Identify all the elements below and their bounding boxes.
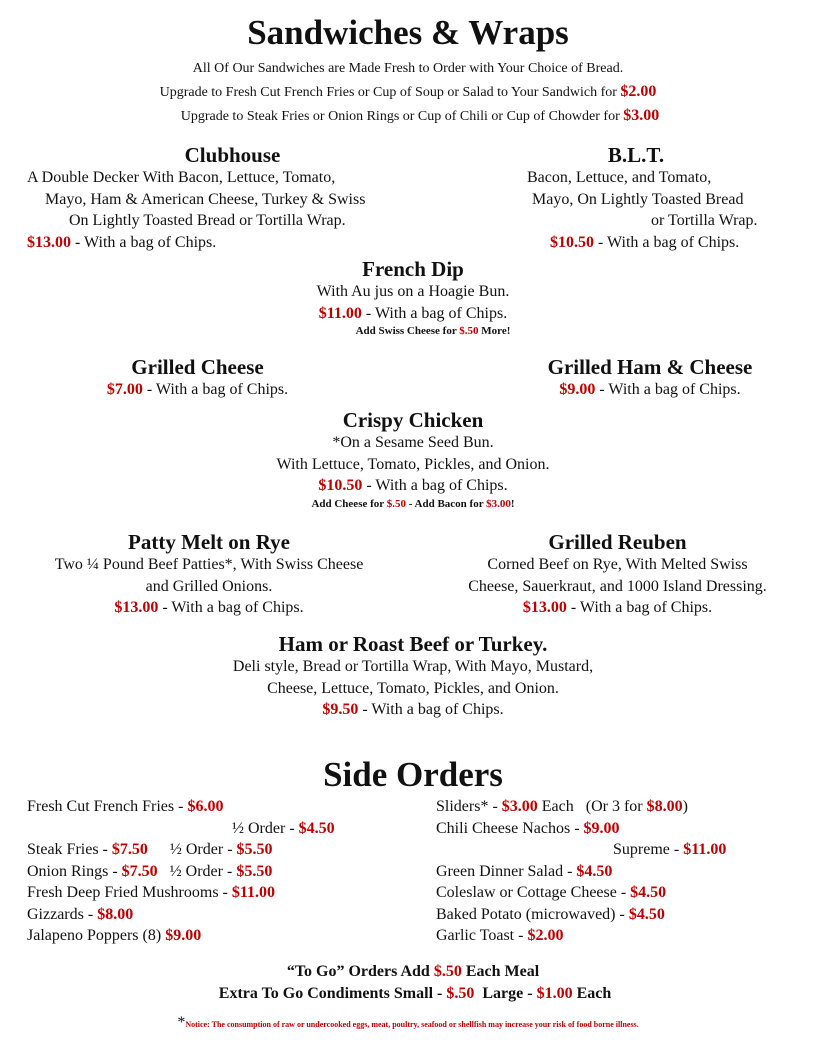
side-item: Chili Cheese Nachos - $9.00 bbox=[436, 819, 620, 837]
item-desc: Cheese, Sauerkraut, and 1000 Island Dressing. bbox=[468, 577, 767, 595]
item-name: Grilled Cheese bbox=[131, 355, 264, 379]
page-title: Sandwiches & Wraps bbox=[247, 13, 569, 52]
side-item: Baked Potato (microwaved) - $4.50 bbox=[436, 905, 665, 923]
item-desc: Deli style, Bread or Tortilla Wrap, With Mayo, Mustard, bbox=[232, 658, 594, 675]
item-price: $13.00 bbox=[114, 599, 159, 616]
item-price-line: $7.00 - With a bag of Chips. bbox=[106, 381, 289, 398]
item-price-line: $9.00 - With a bag of Chips. bbox=[559, 381, 741, 398]
item-price: $13.00 bbox=[27, 233, 71, 251]
menu-item-grilled-cheese bbox=[40, 355, 355, 401]
togo-line-1: “To Go” Orders Add $.50 Each Meal bbox=[286, 963, 540, 980]
side-item-supreme: Supreme - $11.00 bbox=[613, 841, 727, 858]
item-desc: With Lettuce, Tomato, Pickles, and Onion. bbox=[276, 455, 550, 473]
side-item: Garlic Toast - $2.00 bbox=[436, 927, 564, 944]
intro-line-1: All Of Our Sandwiches are Made Fresh to Order with Your Choice of Bread. bbox=[192, 61, 624, 76]
sides-right-column bbox=[436, 796, 806, 947]
item-desc: Mayo, On Lightly Toasted Bread bbox=[532, 190, 744, 208]
item-price: $9.00 bbox=[559, 381, 596, 398]
item-price-line: $10.50 - With a bag of Chips. bbox=[318, 477, 508, 494]
item-desc: or Tortilla Wrap. bbox=[651, 212, 758, 229]
item-desc: and Grilled Onions. bbox=[145, 577, 273, 595]
item-addon: Add Cheese for $.50 - Add Bacon for $3.00! bbox=[311, 497, 515, 510]
food-safety-notice: *Notice: The consumption of raw or undercooked eggs, meat, poultry, seafood or shellfish may increase your risk of food borne illness. bbox=[177, 1014, 639, 1031]
side-item: Gizzards - $8.00 bbox=[27, 905, 134, 923]
item-desc: Two ¼ Pound Beef Patties*, With Swiss Cheese bbox=[54, 556, 364, 573]
side-item: Green Dinner Salad - $4.50 bbox=[436, 862, 613, 880]
item-name: Grilled Ham & Cheese bbox=[547, 355, 753, 379]
item-name: French Dip bbox=[362, 257, 464, 281]
item-name: Ham or Roast Beef or Turkey. bbox=[278, 632, 548, 656]
item-desc: Bacon, Lettuce, and Tomato, bbox=[527, 169, 712, 186]
item-desc: On Lightly Toasted Bread or Tortilla Wrap. bbox=[69, 212, 346, 229]
item-price: $11.00 bbox=[318, 304, 362, 322]
item-desc: Cheese, Lettuce, Tomato, Pickles, and Onion. bbox=[267, 679, 559, 697]
item-desc: Corned Beef on Rye, With Melted Swiss bbox=[487, 556, 748, 573]
intro-line-2: Upgrade to Fresh Cut French Fries or Cup of Soup or Salad to Your Sandwich for $2.00 bbox=[159, 83, 657, 100]
item-price-line: $11.00 - With a bag of Chips. bbox=[318, 304, 508, 322]
togo-line-2: Extra To Go Condiments Small - $.50 Large - $1.00 Each bbox=[218, 985, 612, 1002]
upgrade-price-2: $3.00 bbox=[623, 107, 660, 124]
item-name: Clubhouse bbox=[184, 143, 281, 167]
side-item: Jalapeno Poppers (8) $9.00 bbox=[27, 927, 202, 944]
item-price-line: $13.00 - With a bag of Chips. bbox=[114, 599, 304, 616]
item-name: Grilled Reuben bbox=[548, 530, 687, 554]
side-item: Fresh Cut French Fries - $6.00 bbox=[27, 798, 224, 815]
menu-item-french-dip bbox=[0, 257, 816, 338]
item-price-line: $13.00 - With a bag of Chips. bbox=[522, 599, 713, 616]
item-price-line: $13.00 - With a bag of Chips. bbox=[27, 233, 217, 251]
section-title-sides: Side Orders bbox=[323, 755, 503, 794]
item-name: B.L.T. bbox=[607, 143, 665, 167]
item-price-line: $10.50 - With a bag of Chips. bbox=[550, 233, 740, 251]
item-price: $10.50 bbox=[318, 477, 363, 494]
sides-left-column bbox=[27, 796, 407, 947]
item-price: $7.00 bbox=[106, 381, 143, 398]
menu-item-crispy-chicken bbox=[0, 408, 816, 511]
side-item-half: ½ Order - $4.50 bbox=[232, 819, 335, 837]
menu-item-blt bbox=[500, 143, 800, 253]
item-desc: With Au jus on a Hoagie Bun. bbox=[316, 283, 510, 300]
side-item: Steak Fries - $7.50 ½ Order - $5.50 bbox=[27, 841, 273, 858]
menu-item-clubhouse bbox=[20, 143, 445, 253]
item-price-line: $9.50 - With a bag of Chips. bbox=[322, 701, 504, 718]
menu-item-patty-melt bbox=[0, 530, 418, 619]
item-addon: Add Swiss Cheese for $.50 More! bbox=[355, 325, 511, 337]
menu-item-grilled-ham-cheese bbox=[500, 355, 800, 401]
item-price: $10.50 bbox=[550, 233, 594, 251]
item-name: Patty Melt on Rye bbox=[128, 530, 290, 554]
menu-item-grilled-reuben bbox=[430, 530, 805, 619]
side-item: Sliders* - $3.00 Each (Or 3 for $8.00) bbox=[436, 798, 688, 815]
side-item: Fresh Deep Fried Mushrooms - $11.00 bbox=[27, 884, 275, 901]
intro-line-3: Upgrade to Steak Fries or Onion Rings or Cup of Chili or Cup of Chowder for $3.00 bbox=[180, 107, 660, 124]
side-item: Onion Rings - $7.50 ½ Order - $5.50 bbox=[27, 862, 273, 880]
item-price: $9.50 bbox=[322, 701, 359, 718]
item-desc: *On a Sesame Seed Bun. bbox=[332, 434, 494, 451]
menu-item-deli bbox=[0, 632, 816, 721]
item-desc: A Double Decker With Bacon, Lettuce, Tomato, bbox=[27, 169, 336, 186]
item-name: Crispy Chicken bbox=[342, 408, 484, 432]
item-desc: Mayo, Ham & American Cheese, Turkey & Swiss bbox=[45, 190, 366, 208]
side-item: Coleslaw or Cottage Cheese - $4.50 bbox=[436, 884, 667, 901]
upgrade-price-1: $2.00 bbox=[620, 83, 657, 100]
item-price: $13.00 bbox=[522, 599, 567, 616]
